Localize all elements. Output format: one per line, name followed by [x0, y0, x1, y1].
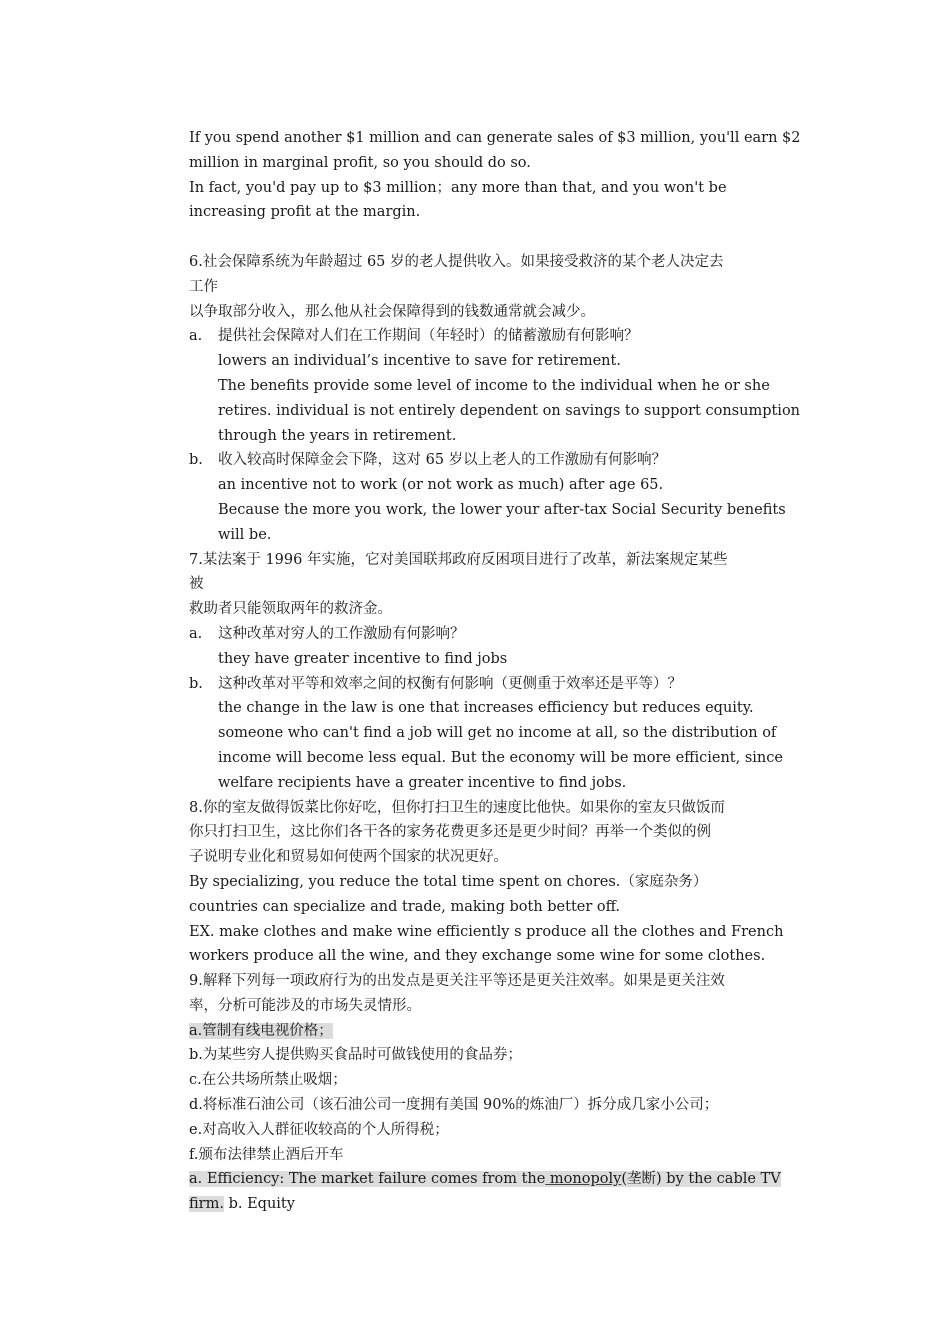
text-line: If you spend another $1 million and can generate sales of $3 million, you'll earn $2	[189, 130, 801, 146]
answer-line: will be.	[218, 526, 272, 543]
highlighted-text: a.管制有线电视价格；	[189, 1022, 333, 1039]
answer-line: income will become less equal. But the economy will be more efficient, since	[218, 749, 783, 766]
list-marker: b.	[189, 452, 203, 469]
q7-stem: 7.某法案于 1996 年实施，它对美国联邦政府反困项目进行了改革，新法案规定某些	[189, 551, 728, 568]
q9-answer-line	[189, 1167, 809, 1192]
q9-item: c.在公共场所禁止吸烟；	[189, 1072, 347, 1089]
text-line: million in marginal profit, so you should do so.	[189, 154, 531, 171]
answer-text: (垄断) by the cable TV	[621, 1171, 781, 1188]
question-text: 这种改革对平等和效率之间的权衡有何影响（更侧重于效率还是平等）？	[218, 675, 682, 692]
q6-stem: 6.社会保障系统为年龄超过 65 岁的老人提供收入。如果接受救济的某个老人决定去	[189, 253, 724, 270]
list-marker: b.	[189, 675, 203, 692]
answer-line: they have greater incentive to find jobs	[218, 650, 508, 667]
q9-item: f.颁布法律禁止酒后开车	[189, 1146, 344, 1163]
q8-line: By specializing, you reduce the total time spent on chores.（家庭杂务）	[189, 873, 708, 890]
q9-item: e.对高收入人群征收较高的个人所得税；	[189, 1121, 449, 1138]
q8-line: countries can specialize and trade, making both better off.	[189, 898, 621, 915]
q9-stem: 率，分析可能涉及的市场失灵情形。	[189, 997, 421, 1014]
question-text: 收入较高时保障金会下降，这对 65 岁以上老人的工作激励有何影响？	[218, 452, 667, 469]
answer-line: The benefits provide some level of income to the individual when he or she	[218, 377, 770, 394]
q6-stem: 以争取部分收入，那么他从社会保障得到的钱数通常就会减少。	[189, 303, 595, 320]
q8-line: 8.你的室友做得饭菜比你好吃，但你打扫卫生的速度比他快。如果你的室友只做饭而	[189, 799, 725, 816]
q8-line: EX. make clothes and make wine efficiently s produce all the clothes and French	[189, 923, 784, 940]
question-text: 提供社会保障对人们在工作期间（年轻时）的储蓄激励有何影响？	[218, 328, 639, 345]
answer-line: welfare recipients have a greater incentive to find jobs.	[218, 774, 627, 791]
underlined-term: monopoly	[545, 1171, 622, 1188]
q8-line: 子说明专业化和贸易如何使两个国家的状况更好。	[189, 849, 508, 866]
q6-part-a-question	[189, 324, 809, 349]
answer-line: Because the more you work, the lower your after-tax Social Security benefits	[218, 501, 786, 518]
answer-line: the change in the law is one that increases efficiency but reduces equity.	[218, 700, 754, 717]
document-body	[189, 126, 809, 1217]
q7-part-a-question	[189, 622, 809, 647]
q6-stem: 工作	[189, 278, 218, 295]
q7-stem: 救助者只能领取两年的救济金。	[189, 601, 392, 618]
answer-text: a. Efficiency: The market failure comes from the	[189, 1171, 546, 1188]
answer-text: b. Equity	[223, 1196, 295, 1213]
q9-item-a	[189, 1019, 809, 1044]
paragraph-gap	[189, 225, 809, 250]
answer-line: through the years in retirement.	[218, 427, 457, 444]
answer-line: retires. individual is not entirely dependent on savings to support consumption	[218, 402, 801, 419]
q7-part-b-question	[189, 672, 809, 697]
q9-item: d.将标准石油公司（该石油公司一度拥有美国 90%的炼油厂）拆分成几家小公司；	[189, 1097, 719, 1114]
q7-stem: 被	[189, 576, 204, 593]
q9-stem: 9.解释下列每一项政府行为的出发点是更关注平等还是更关注效率。如果是更关注效	[189, 973, 725, 990]
text-line: In fact, you'd pay up to $3 million；any more than that, and you won't be	[189, 179, 727, 196]
answer-line: lowers an individual’s incentive to save for retirement.	[218, 353, 621, 370]
answer-line: someone who can't find a job will get no income at all, so the distribution of	[218, 725, 777, 742]
q9-answer-line	[189, 1192, 809, 1217]
answer-line: an incentive not to work (or not work as much) after age 65.	[218, 477, 664, 494]
list-marker: a.	[189, 625, 203, 642]
highlighted-text	[189, 1171, 781, 1187]
question-text: 这种改革对穷人的工作激励有何影响？	[218, 625, 465, 642]
text-line: increasing profit at the margin.	[189, 204, 421, 221]
q8-line: 你只打扫卫生，这比你们各干各的家务花费更多还是更少时间？再举一个类似的例	[189, 824, 711, 841]
highlighted-text: firm.	[189, 1196, 224, 1213]
q8-line: workers produce all the wine, and they exchange some wine for some clothes.	[189, 948, 766, 965]
q6-part-b-question	[189, 448, 809, 473]
list-marker: a.	[189, 328, 203, 345]
q9-item: b.为某些穷人提供购买食品时可做钱使用的食品券；	[189, 1047, 522, 1064]
